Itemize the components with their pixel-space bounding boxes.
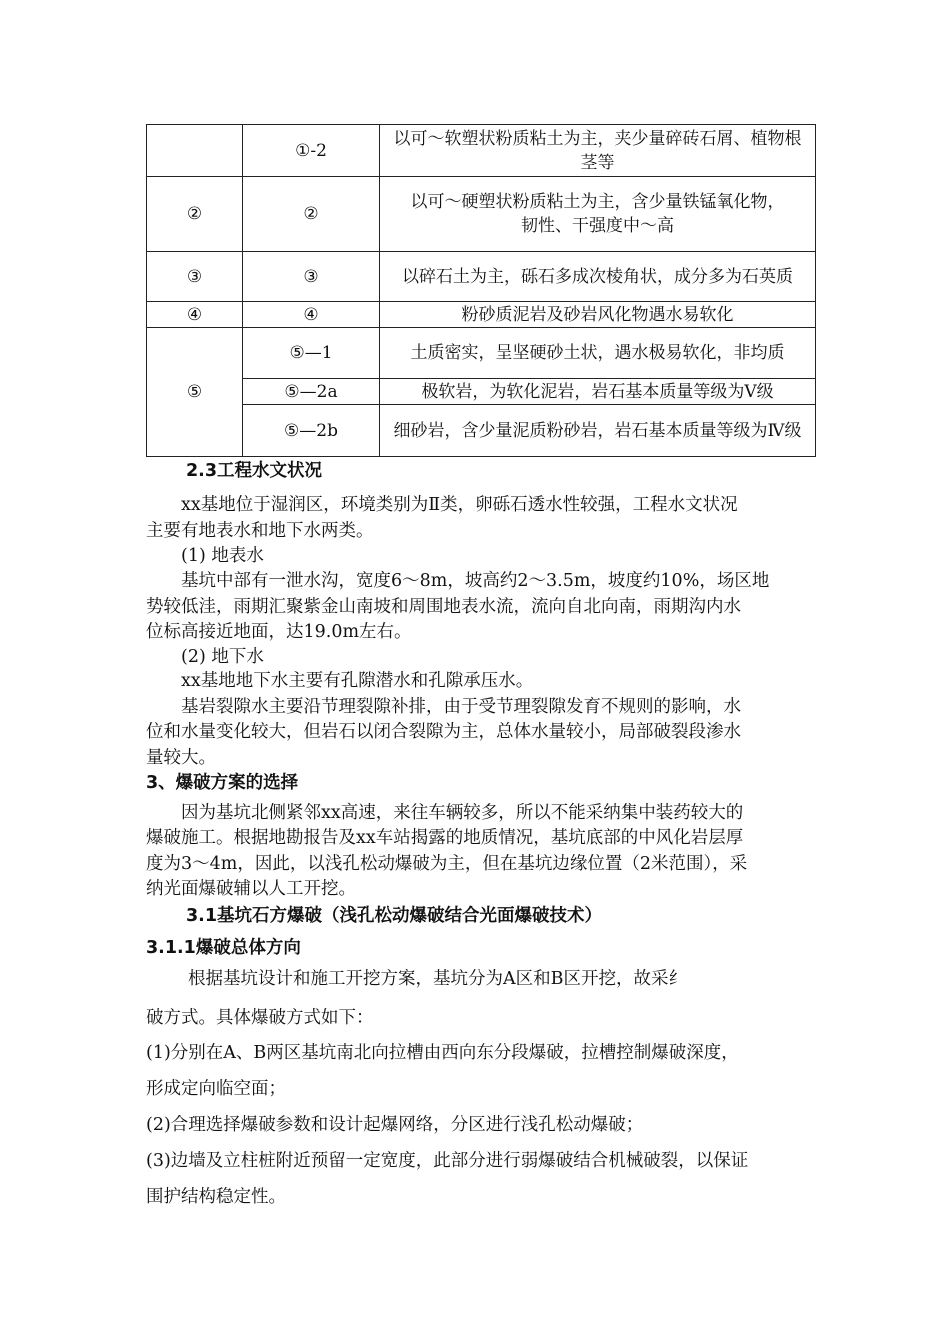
paragraph-line: 位和水量变化较大，但岩石以闭合裂隙为主，总体水量较小，局部破裂段渗水 [146, 722, 741, 742]
subheading-groundwater: (2) 地下水 [181, 647, 264, 667]
paragraph-line: 势较低洼，雨期汇聚紫金山南坡和周围地表水流，流向自北向南，雨期沟内水 [146, 597, 741, 617]
table-row [147, 405, 816, 457]
table-cell-description: 土质密实，呈坚硬砂土状，遇水极易软化，非均质 [380, 328, 816, 379]
section-heading-3-1-1: 3.1.1爆破总体方向 [146, 938, 301, 958]
list-item: (3)边墙及立柱桩附近预留一定宽度，此部分进行弱爆破结合机械破裂，以保证 [146, 1151, 749, 1171]
paragraph-line: xx基地地下水主要有孔隙潜水和孔隙承压水。 [181, 671, 534, 691]
table-cell-description [380, 177, 816, 252]
description-line: 以可～硬塑状粉质粘土为主，含少量铁锰氧化物， [410, 192, 785, 212]
list-item: (1)分别在A、B两区基坑南北向拉槽由西向东分段爆破，拉槽控制爆破深度， [146, 1043, 739, 1063]
table-cell-sublayer: ② [243, 177, 380, 252]
table-cell-sublayer: ③ [243, 252, 380, 302]
list-item: (2)合理选择爆破参数和设计起爆网络，分区进行浅孔松动爆破； [146, 1115, 644, 1135]
description-line: 韧性、干强度中～高 [521, 216, 674, 236]
table-row [147, 125, 816, 177]
subheading-surface-water: (1) 地表水 [181, 546, 264, 566]
paragraph-line: 基岩裂隙水主要沿节理裂隙补排，由于受节理裂隙发育不规则的影响，水 [181, 697, 741, 717]
table-cell-sublayer: ⑤—2b [243, 405, 380, 457]
paragraph-line: 度为3～4m，因此，以浅孔松动爆破为主，但在基坑边缘位置（2米范围），采 [146, 854, 748, 874]
paragraph-line: 基坑中部有一泄水沟，宽度6～8m，坡高约2～3.5m，坡度约10%，场区地 [181, 571, 770, 591]
section-heading-3-1: 3.1基坑石方爆破（浅孔松动爆破结合光面爆破技术） [186, 906, 602, 926]
paragraph-line: xx基地位于湿润区，环境类别为Ⅱ类，卵砾石透水性较强，工程水文状况 [181, 495, 738, 515]
table-cell-description: 细砂岩，含少量泥质粉砂岩，岩石基本质量等级为Ⅳ级 [380, 405, 816, 457]
table-cell-layer: ③ [147, 252, 243, 302]
table-cell-layer: ② [147, 177, 243, 252]
list-item-continuation: 形成定向临空面； [146, 1079, 286, 1099]
paragraph-line: 量较大。 [146, 748, 216, 768]
section-heading-3: 3、爆破方案的选择 [146, 773, 299, 793]
table-cell-sublayer: ④ [243, 302, 380, 328]
paragraph-line: 破方式。具体爆破方式如下： [146, 1008, 374, 1028]
paragraph-line: 位标高接近地面，达19.0m左右。 [146, 622, 412, 642]
paragraph-line: 爆破施工。根据地勘报告及xx车站揭露的地质情况，基坑底部的中风化岩层厚 [146, 828, 744, 848]
paragraph-line: 根据基坑设计和施工开挖方案，基坑分为A区和B区开挖，故采纟 [188, 969, 686, 989]
table-cell-description: 极软岩，为软化泥岩，岩石基本质量等级为Ⅴ级 [380, 379, 816, 405]
table-cell-layer [147, 125, 243, 177]
list-item-continuation: 围护结构稳定性。 [146, 1187, 286, 1207]
paragraph-line: 主要有地表水和地下水两类。 [146, 521, 374, 541]
table-row [147, 379, 816, 405]
table-cell-sublayer: ①-2 [243, 125, 380, 177]
paragraph-line: 因为基坑北侧紧邻xx高速，来往车辆较多，所以不能采纳集中装药较大的 [181, 803, 744, 823]
table-cell-sublayer: ⑤—2a [243, 379, 380, 405]
table-cell-sublayer: ⑤—1 [243, 328, 380, 379]
section-heading-2-3: 2.3工程水文状况 [186, 461, 323, 481]
table-cell-layer: ④ [147, 302, 243, 328]
paragraph-line: 纳光面爆破辅以人工开挖。 [146, 879, 356, 899]
table-row [147, 302, 816, 328]
table-cell-description: 以碎石土为主，砾石多成次棱角状，成分多为石英质 [380, 252, 816, 302]
table-row [147, 252, 816, 302]
table-cell-description: 粉砂质泥岩及砂岩风化物遇水易软化 [380, 302, 816, 328]
table-cell-description: 以可～软塑状粉质粘土为主，夹少量碎砖石屑、植物根茎等 [380, 125, 816, 177]
table-row [147, 328, 816, 379]
table-row [147, 177, 816, 252]
geology-table [146, 124, 816, 457]
table-cell-layer: ⑤ [147, 328, 243, 457]
